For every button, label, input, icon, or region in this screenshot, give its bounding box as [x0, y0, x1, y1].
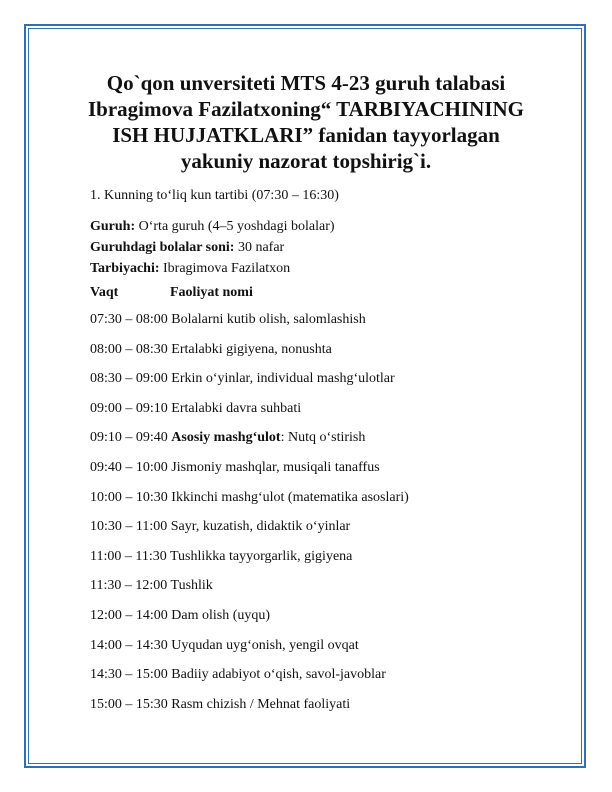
schedule-row — [90, 549, 560, 579]
row-time: 09:00 – 09:10 — [90, 400, 168, 416]
schedule-row — [90, 519, 560, 549]
row-activity: Uyqudan uyg‘onish, yengil ovqat — [171, 637, 359, 653]
row-activity: Erkin o‘yinlar, individual mashg‘ulotlar — [171, 371, 395, 387]
row-activity: : Nutq o‘stirish — [280, 430, 366, 446]
schedule-row — [90, 490, 560, 520]
schedule-row — [90, 697, 560, 727]
row-activity: Badiiy adabiyot o‘qish, savol-javoblar — [171, 667, 386, 683]
schedule-row — [90, 578, 560, 608]
row-activity: Rasm chizish / Mehnat faoliyati — [171, 696, 351, 712]
row-activity: Tushlikka tayyorgarlik, gigiyena — [170, 548, 353, 564]
schedule-header — [90, 285, 253, 301]
schedule-row — [90, 430, 560, 460]
row-time: 15:00 – 15:30 — [90, 696, 168, 712]
title-line-4: yakuniy nazorat topshirig`i. — [180, 149, 432, 173]
schedule-row — [90, 460, 560, 490]
row-activity: Sayr, kuzatish, didaktik o‘yinlar — [170, 519, 351, 535]
row-time: 07:30 – 08:00 — [90, 312, 168, 327]
row-activity: Tushlik — [170, 578, 213, 594]
title-line-2: Ibragimova Fazilatxoning“ TARBIYACHINING — [88, 97, 524, 121]
row-time: 14:30 – 15:00 — [90, 667, 168, 683]
children-label: Guruhdagi bolalar soni: — [90, 240, 235, 255]
column-header-activity: Faoliyat nomi — [170, 285, 253, 300]
row-time: 08:30 – 09:00 — [90, 371, 168, 387]
group-value: O‘rta guruh (4–5 yoshdagi bolalar) — [135, 219, 335, 234]
children-count-line — [90, 237, 335, 258]
schedule-row — [90, 401, 560, 431]
row-activity: Bolalarni kutib olish, salomlashish — [171, 312, 366, 327]
schedule-row — [90, 371, 560, 401]
row-time: 14:00 – 14:30 — [90, 637, 168, 653]
row-activity: Ertalabki gigiyena, nonushta — [171, 341, 332, 357]
teacher-label: Tarbiyachi: — [90, 261, 160, 276]
row-activity: Jismoniy mashqlar, musiqali tanaffus — [171, 459, 380, 475]
title-line-1: Qo`qon unversiteti MTS 4-23 guruh talabasi — [106, 71, 506, 95]
row-activity: Ikkinchi mashg‘ulot (matematika asoslari) — [171, 489, 409, 505]
title-line-3: ISH HUJJATKLARI” fanidan tayyorlagan — [112, 123, 500, 147]
row-time: 11:00 – 11:30 — [90, 548, 167, 564]
group-label: Guruh: — [90, 219, 136, 234]
column-header-time: Vaqt — [90, 285, 119, 300]
row-time: 09:10 – 09:40 — [90, 430, 168, 446]
schedule-row — [90, 312, 560, 342]
row-activity: Ertalabki davra suhbati — [171, 400, 302, 416]
schedule-list — [90, 312, 560, 726]
schedule-row — [90, 638, 560, 668]
section-heading: 1. Kunning to‘liq kun tartibi (07:30 – 16:30) — [90, 188, 339, 203]
children-value: 30 nafar — [234, 240, 285, 255]
schedule-row — [90, 342, 560, 372]
row-time: 12:00 – 14:00 — [90, 607, 168, 623]
row-activity-bold: Asosiy mashg‘ulot — [171, 430, 281, 446]
teacher-line — [90, 258, 335, 279]
group-line — [90, 216, 335, 237]
schedule-row — [90, 667, 560, 697]
row-time: 10:30 – 11:00 — [90, 519, 168, 535]
row-activity: Dam olish (uyqu) — [171, 607, 271, 623]
row-time: 08:00 – 08:30 — [90, 341, 168, 357]
row-time: 11:30 – 12:00 — [90, 578, 168, 594]
row-time: 10:00 – 10:30 — [90, 489, 168, 505]
group-info — [90, 216, 335, 279]
document-title — [60, 70, 552, 174]
teacher-value: Ibragimova Fazilatxon — [159, 261, 291, 276]
row-time: 09:40 – 10:00 — [90, 459, 168, 475]
schedule-row — [90, 608, 560, 638]
